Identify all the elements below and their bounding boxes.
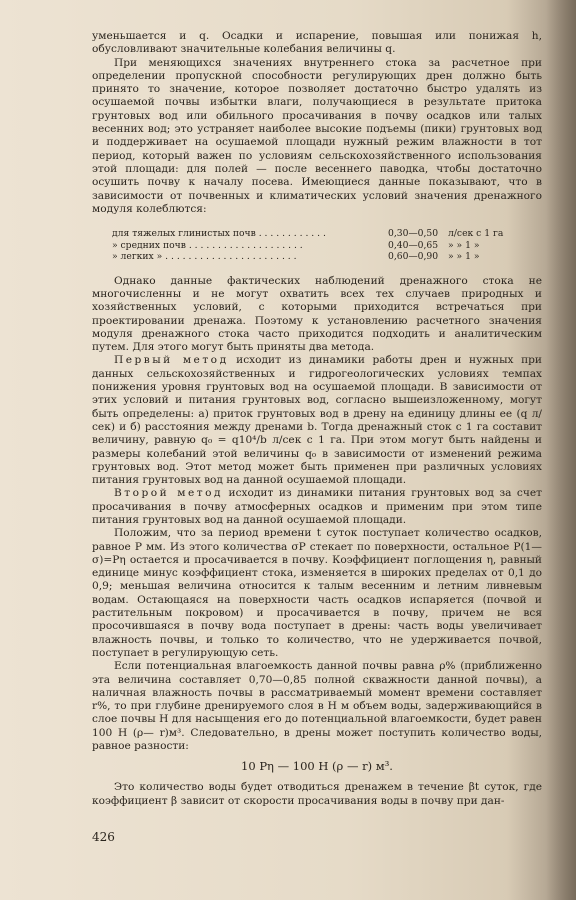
soil-type-label: » средних почв . . . . . . . . . . . . . . . . . . . . xyxy=(112,239,303,251)
table-row xyxy=(112,240,518,252)
modulus-unit: » » 1 » xyxy=(448,239,480,251)
modulus-value: 0,40—0,65 xyxy=(388,239,439,251)
modulus-unit: л/сек с 1 га xyxy=(448,228,504,240)
method-2-label: Второй метод xyxy=(114,487,224,500)
table-row xyxy=(112,251,518,263)
drainage-modulus-table xyxy=(112,228,518,263)
paragraph-method-1 xyxy=(92,354,542,487)
page-gutter-shadow xyxy=(546,0,576,900)
method-2-text: исходит из динамики питания грунтовых вод за счет просачивания в почву атмосферных осадков и применим при этом типе питания грунтовых вод на данной осушаемой площади. xyxy=(92,487,543,526)
modulus-value: 0,60—0,90 xyxy=(388,251,439,263)
page-number: 426 xyxy=(92,830,115,844)
paragraph-method-2 xyxy=(92,487,542,527)
paragraph-6: Положим, что за период времени t суток поступает количество осадков, равное P мм. Из этого количества σP стекает по поверхности, остальное P(1—σ)=Pη остается и просачивается в почву. Коэффициент поглощения η, равный единице минус коэффициент стока, изменяется в широких пределах от 0,1 до 0,9; меньшая величина относится к талым весенним и летним ливневым водам. Остающаяся на поверхности часть осадков испаряется (почвой и растительным покровом) и просачивается в почву, причем не вся просочившаяся в почву вода поступает в дрены: часть воды увеличивает влажность почвы, и только то количество, что не удерживается почвой, поступает в регулирующую сеть. xyxy=(92,527,542,659)
formula: 10 Pη — 100 H (ρ — r) м³. xyxy=(241,759,393,774)
modulus-unit: » » 1 » xyxy=(448,251,480,263)
modulus-value: 0,30—0,50 xyxy=(388,228,439,240)
paragraph-7: Если потенциальная влагоемкость данной почвы равна ρ% (приближенно эта величина составляет 0,70—0,85 полной скважности данной почвы), а наличная влажность почвы в рассматриваемый момент времени составляет r%, то при глубине дренируемого слоя в H м объем воды, задерживающийся в слое почвы H для насыщения его до потенциальной влагоемкости, будет равен 100 H (ρ— r)м³. Следовательно, в дрены может поступить количество воды, равное разности: xyxy=(92,660,542,753)
method-1-text: исходит из динамики работы дрен и нужных при данных сельскохозяйственных и гидрогеологических условиях темпах понижения уровня грунтовых вод на осушаемой площади. В зависимости от этих условий и питания грунтовых вод, согласно вышеизложенному, могут быть определены: а) приток грунтовых вод в дрену на единицу длины ее (q л/сек) и б) расстояния между дренами b. Тогда дренажный сток с 1 га составит величину, равную q₀ = q10⁴/b л/сек с 1 га. При этом могут быть найдены и размеры колебаний этой величины q₀ в зависимости от изменений режима грунтовых вод. Этот метод может быть применен при различных условиях питания грунтовых вод на данной осушаемой площади. xyxy=(92,354,542,487)
soil-type-label: » легких » . . . . . . . . . . . . . . . . . . . . . . . xyxy=(112,251,297,263)
paragraph-2: При меняющихся значениях внутреннего стока за расчетное при определении пропускной способности регулирующих дрен должно быть принято то значение, которое позволяет достаточно быстро удалять из осушаемой почвы избытки влаги, получающиеся в результате притока грунтовых вод или обильного просачивания в почву осадков или талых весенних вод; это устраняет наиболее высокие подъемы (пики) грунтовых вод и поддерживает на осушаемой площади нужный режим влажности в тот период, который важен по условиям сельскохозяйственного использования этой площади: для полей — после весеннего паводка, чтобы достаточно осушить почву к началу посева. Имеющиеся данные показывают, что в зависимости от почвенных и климатических условий значения дренажного модуля колеблются: xyxy=(92,56,542,215)
soil-type-label: для тяжелых глинистых почв . . . . . . . . . . . . xyxy=(112,228,326,240)
method-1-label: Первый метод xyxy=(114,354,229,367)
paragraph-8: Это количество воды будет отводиться дренажем в течение βt суток, где коэффициент β зависит от скорости просачивания воды в почву при дан- xyxy=(92,781,542,807)
paragraph-1: уменьшается и q. Осадки и испарение, повышая или понижая h, обусловливают значительные колебания величины q. xyxy=(92,30,542,56)
paragraph-3: Однако данные фактических наблюдений дренажного стока не многочисленны и не могут охватить всех тех случаев природных и хозяйственных условий, с которыми приходится встречаться при проектировании дренажа. Поэтому к установлению расчетного значения модуля дренажного стока часто приходится подходить и аналитическим путем. Для этого могут быть приняты два метода. xyxy=(92,274,542,354)
table-row xyxy=(112,228,518,240)
